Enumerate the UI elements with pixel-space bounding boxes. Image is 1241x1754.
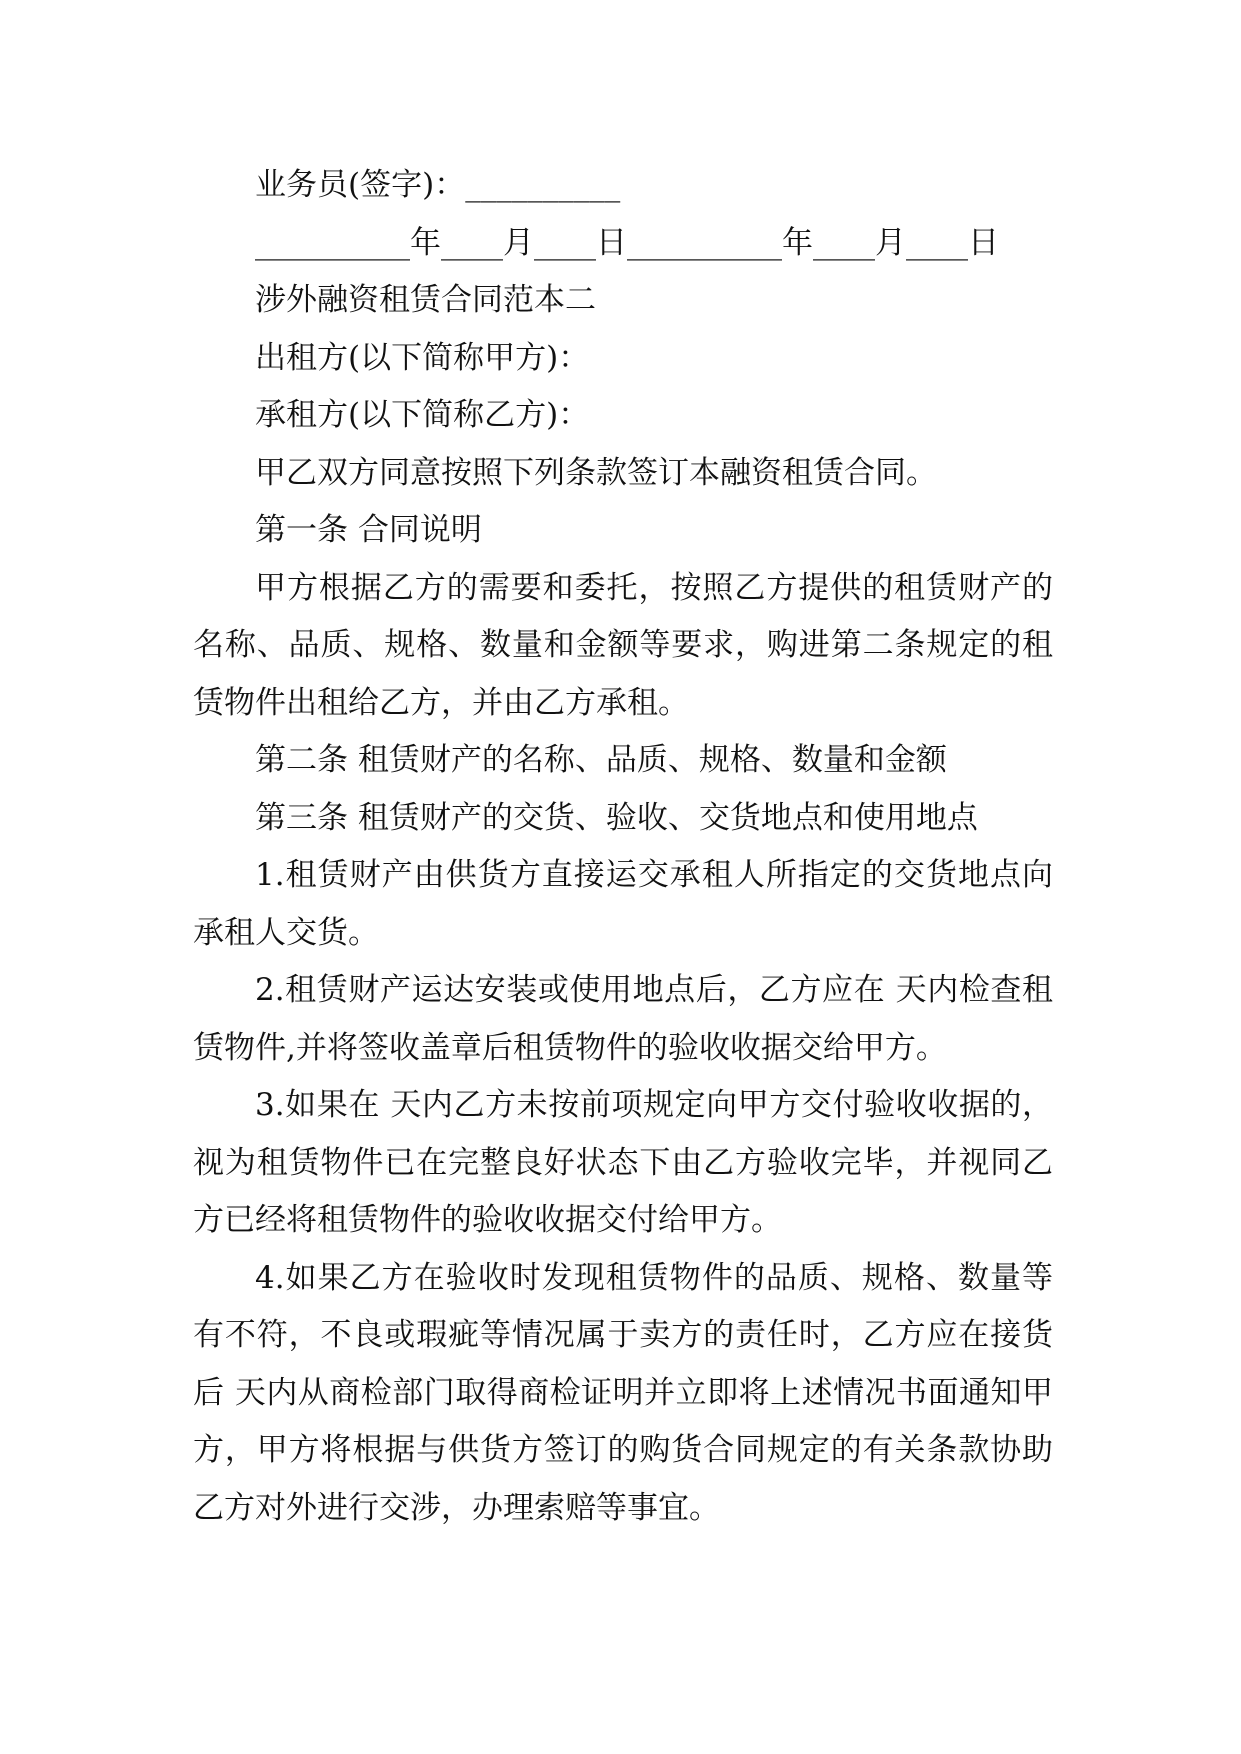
article3-heading: 第三条 租赁财产的交货、验收、交货地点和使用地点 xyxy=(255,799,978,836)
article1-heading: 第一条 合同说明 xyxy=(255,512,482,548)
agreement-line: 甲乙双方同意按照下列条款签订本融资租赁合同。 xyxy=(255,454,937,491)
clause-1: 1.租赁财产由供货方直接运交承租人所指定的交货地点向承租人交货。 xyxy=(193,857,1053,951)
document-body xyxy=(193,157,1053,1537)
clause-4: 4.如果乙方在验收时发现租赁物件的品质、规格、数量等有不符，不良或瑕疵等情况属于卖方的责任时，乙方应在接货后 天内从商检部门取得商检证明并立即将上述情况书面通知甲方，甲方将根据与供货方签订的购货合同规定的有关条款协助乙方对外进行交涉，办理索赔等事宜。 xyxy=(193,1259,1053,1526)
salesman-signature-line: 业务员(签字)：__________ xyxy=(255,167,621,203)
lessor-line: 出租方(以下简称甲方)： xyxy=(255,339,590,376)
article1-body: 甲方根据乙方的需要和委托，按照乙方提供的租赁财产的名称、品质、规格、数量和金额等要求，购进第二条规定的租赁物件出租给乙方，并由乙方承租。 xyxy=(193,569,1053,721)
date-line: __________年____月____日__________年____月____日 xyxy=(255,224,999,261)
clause-2: 2.租赁财产运达安装或使用地点后，乙方应在 天内检查租赁物件,并将签收盖章后租赁物件的验收收据交给甲方。 xyxy=(193,972,1053,1066)
lessee-line: 承租方(以下简称乙方)： xyxy=(255,397,590,433)
clause-3: 3.如果在 天内乙方未按前项规定向甲方交付验收收据的，视为租赁物件已在完整良好状态下由乙方验收完毕，并视同乙方已经将租赁物件的验收收据交付给甲方。 xyxy=(193,1087,1053,1238)
article2-heading: 第二条 租赁财产的名称、品质、规格、数量和金额 xyxy=(255,742,947,778)
document-title: 涉外融资租赁合同范本二 xyxy=(255,282,596,318)
